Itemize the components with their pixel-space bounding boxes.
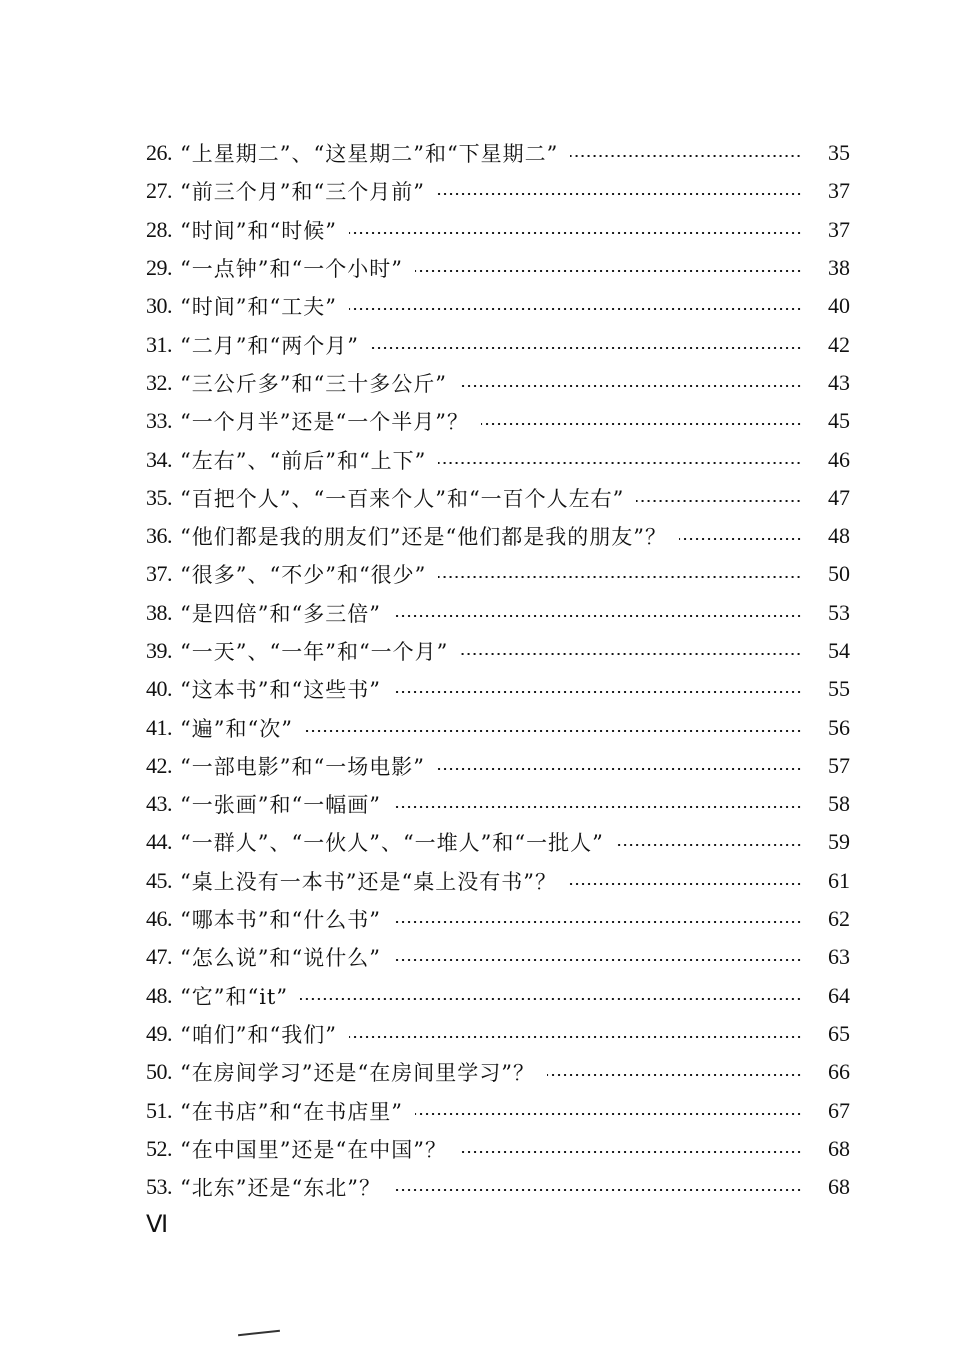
dot-leader [460, 653, 802, 655]
dot-leader [415, 1113, 802, 1115]
toc-entry[interactable] [146, 287, 850, 325]
entry-number: 48. [146, 982, 172, 1008]
toc-entry[interactable] [146, 785, 850, 823]
entry-title: “是四倍”和“多三倍” [180, 601, 381, 626]
entry-number: 45. [146, 867, 172, 893]
entry-page-number: 61 [828, 867, 850, 893]
entry-number: 37. [146, 561, 172, 587]
dot-leader [393, 615, 802, 617]
entry-number: 46. [146, 906, 172, 932]
entry-number: 36. [146, 523, 172, 549]
entry-title: “前三个月”和“三个月前” [180, 180, 425, 205]
entry-number: 35. [146, 484, 172, 510]
dot-leader [459, 385, 802, 387]
entry-title: “它”和“it” [180, 984, 289, 1009]
toc-entry[interactable] [146, 1091, 850, 1129]
entry-page-number: 58 [828, 791, 850, 817]
dot-leader [569, 883, 802, 885]
dot-leader [547, 1074, 802, 1076]
toc-entry[interactable] [146, 555, 850, 593]
entry-number: 51. [146, 1097, 172, 1123]
entry-page-number: 66 [828, 1059, 850, 1085]
toc-entry[interactable] [146, 325, 850, 363]
entry-page-number: 45 [828, 408, 850, 434]
entry-number: 39. [146, 638, 172, 663]
dot-leader [305, 730, 802, 732]
entry-page-number: 59 [828, 829, 850, 855]
entry-title: “在书店”和“在书店里” [180, 1099, 403, 1124]
entry-title: “桌上没有一本书”还是“桌上没有书”？ [180, 869, 557, 894]
dot-leader [393, 959, 802, 961]
toc-entry[interactable] [146, 364, 850, 402]
dot-leader [393, 921, 802, 923]
toc-entry[interactable] [146, 632, 850, 670]
entry-title: “他们都是我的朋友们”还是“他们都是我的朋友”？ [180, 525, 667, 550]
dot-leader [438, 462, 802, 464]
toc-entry[interactable] [146, 594, 850, 632]
toc-entry[interactable] [146, 1015, 850, 1053]
scan-artifact-mark [238, 1330, 280, 1336]
entry-title: “左右”、“前后”和“上下” [180, 448, 427, 473]
entry-number: 27. [146, 178, 172, 204]
entry-number: 43. [146, 791, 172, 817]
dot-leader [393, 1189, 802, 1191]
entry-number: 50. [146, 1059, 172, 1085]
entry-title: “一张画”和“一幅画” [180, 793, 381, 818]
entry-page-number: 42 [828, 331, 850, 357]
entry-number: 49. [146, 1020, 172, 1046]
entry-title: “很多”、“不少”和“很少” [180, 563, 427, 588]
entry-number: 29. [146, 255, 172, 281]
toc-entry[interactable] [146, 1053, 850, 1091]
entry-number: 52. [146, 1135, 172, 1161]
entry-page-number: 54 [828, 638, 850, 663]
entry-page-number: 38 [828, 255, 850, 281]
toc-entry[interactable] [146, 747, 850, 785]
entry-number: 38. [146, 599, 172, 625]
toc-entry[interactable] [146, 977, 850, 1015]
dot-leader [570, 155, 802, 157]
entry-number: 32. [146, 369, 172, 395]
entry-title: “遍”和“次” [180, 716, 293, 741]
entry-number: 44. [146, 829, 172, 855]
entry-page-number: 63 [828, 944, 850, 970]
entry-title: “一个月半”还是“一个半月”？ [180, 410, 469, 435]
toc-entry[interactable] [146, 172, 850, 210]
toc-entry[interactable] [146, 862, 850, 900]
toc-entry[interactable] [146, 211, 850, 249]
entry-title: “百把个人”、“一百来个人”和“一百个人左右” [180, 486, 625, 511]
toc-entry[interactable] [146, 517, 850, 555]
entry-page-number: 43 [828, 369, 850, 395]
toc-entry[interactable] [146, 249, 850, 287]
entry-number: 34. [146, 446, 172, 472]
toc-entry[interactable] [146, 134, 850, 172]
entry-number: 30. [146, 293, 172, 319]
entry-title: “一群人”、“一伙人”、“一堆人”和“一批人” [180, 831, 604, 856]
toc-entry[interactable] [146, 440, 850, 478]
entry-page-number: 50 [828, 561, 850, 587]
entry-page-number: 37 [828, 178, 850, 204]
toc-entry[interactable] [146, 479, 850, 517]
dot-leader [438, 576, 802, 578]
entry-title: “一点钟”和“一个小时” [180, 257, 403, 282]
dot-leader [300, 998, 802, 1000]
entry-page-number: 37 [828, 216, 850, 242]
entry-page-number: 67 [828, 1097, 850, 1123]
entry-title: “怎么说”和“说什么” [180, 946, 381, 971]
toc-entry[interactable] [146, 938, 850, 976]
entry-title: “哪本书”和“什么书” [180, 908, 381, 933]
entry-page-number: 47 [828, 484, 850, 510]
entry-page-number: 46 [828, 446, 850, 472]
entry-title: “在房间学习”还是“在房间里学习”？ [180, 1061, 535, 1086]
entry-page-number: 55 [828, 676, 850, 702]
entry-page-number: 68 [828, 1135, 850, 1161]
entry-title: “上星期二”、“这星期二”和“下星期二” [180, 142, 559, 167]
entry-title: “在中国里”还是“在中国”？ [180, 1137, 447, 1162]
entry-title: “咱们”和“我们” [180, 1022, 337, 1047]
dot-leader [393, 806, 802, 808]
toc-entry[interactable] [146, 1168, 850, 1206]
entry-number: 26. [146, 140, 172, 166]
page-folio: Ⅵ [146, 1212, 169, 1238]
dot-leader [616, 844, 802, 846]
dot-leader [481, 423, 802, 425]
entry-page-number: 53 [828, 599, 850, 625]
entry-number: 40. [146, 676, 172, 702]
entry-page-number: 62 [828, 906, 850, 932]
entry-title: “时间”和“工夫” [180, 295, 337, 320]
entry-page-number: 40 [828, 293, 850, 319]
dot-leader [679, 538, 802, 540]
entry-title: “三公斤多”和“三十多公斤” [180, 371, 447, 396]
dot-leader [349, 232, 802, 234]
dot-leader [393, 691, 802, 693]
entry-page-number: 56 [828, 714, 850, 740]
dot-leader [371, 347, 802, 349]
dot-leader [415, 270, 802, 272]
entry-number: 47. [146, 944, 172, 970]
toc-entry[interactable] [146, 708, 850, 746]
entry-page-number: 48 [828, 523, 850, 549]
dot-leader [437, 193, 802, 195]
entry-number: 42. [146, 752, 172, 778]
toc-entry[interactable] [146, 402, 850, 440]
toc-entry[interactable] [146, 900, 850, 938]
toc-entry[interactable] [146, 823, 850, 861]
entry-number: 33. [146, 408, 172, 434]
entry-title: “一部电影”和“一场电影” [180, 754, 425, 779]
entry-title: “北东”还是“东北”？ [180, 1176, 381, 1201]
entry-title: “一天”、“一年”和“一个月” [180, 640, 449, 664]
entry-number: 41. [146, 714, 172, 740]
entry-page-number: 35 [828, 140, 850, 166]
entry-number: 28. [146, 216, 172, 242]
entry-number: 31. [146, 331, 172, 357]
toc-entry[interactable] [146, 670, 850, 708]
entry-page-number: 65 [828, 1020, 850, 1046]
entry-page-number: 68 [828, 1174, 850, 1200]
toc-entry[interactable] [146, 1130, 850, 1168]
dot-leader [349, 308, 802, 310]
dot-leader [349, 1036, 802, 1038]
entry-title: “这本书”和“这些书” [180, 678, 381, 703]
dot-leader [459, 1151, 802, 1153]
table-of-contents [146, 134, 850, 1206]
entry-page-number: 57 [828, 752, 850, 778]
entry-number: 53. [146, 1174, 172, 1200]
entry-title: “二月”和“两个月” [180, 333, 359, 358]
dot-leader [437, 768, 802, 770]
entry-title: “时间”和“时候” [180, 218, 337, 243]
dot-leader [636, 500, 802, 502]
entry-page-number: 64 [828, 982, 850, 1008]
